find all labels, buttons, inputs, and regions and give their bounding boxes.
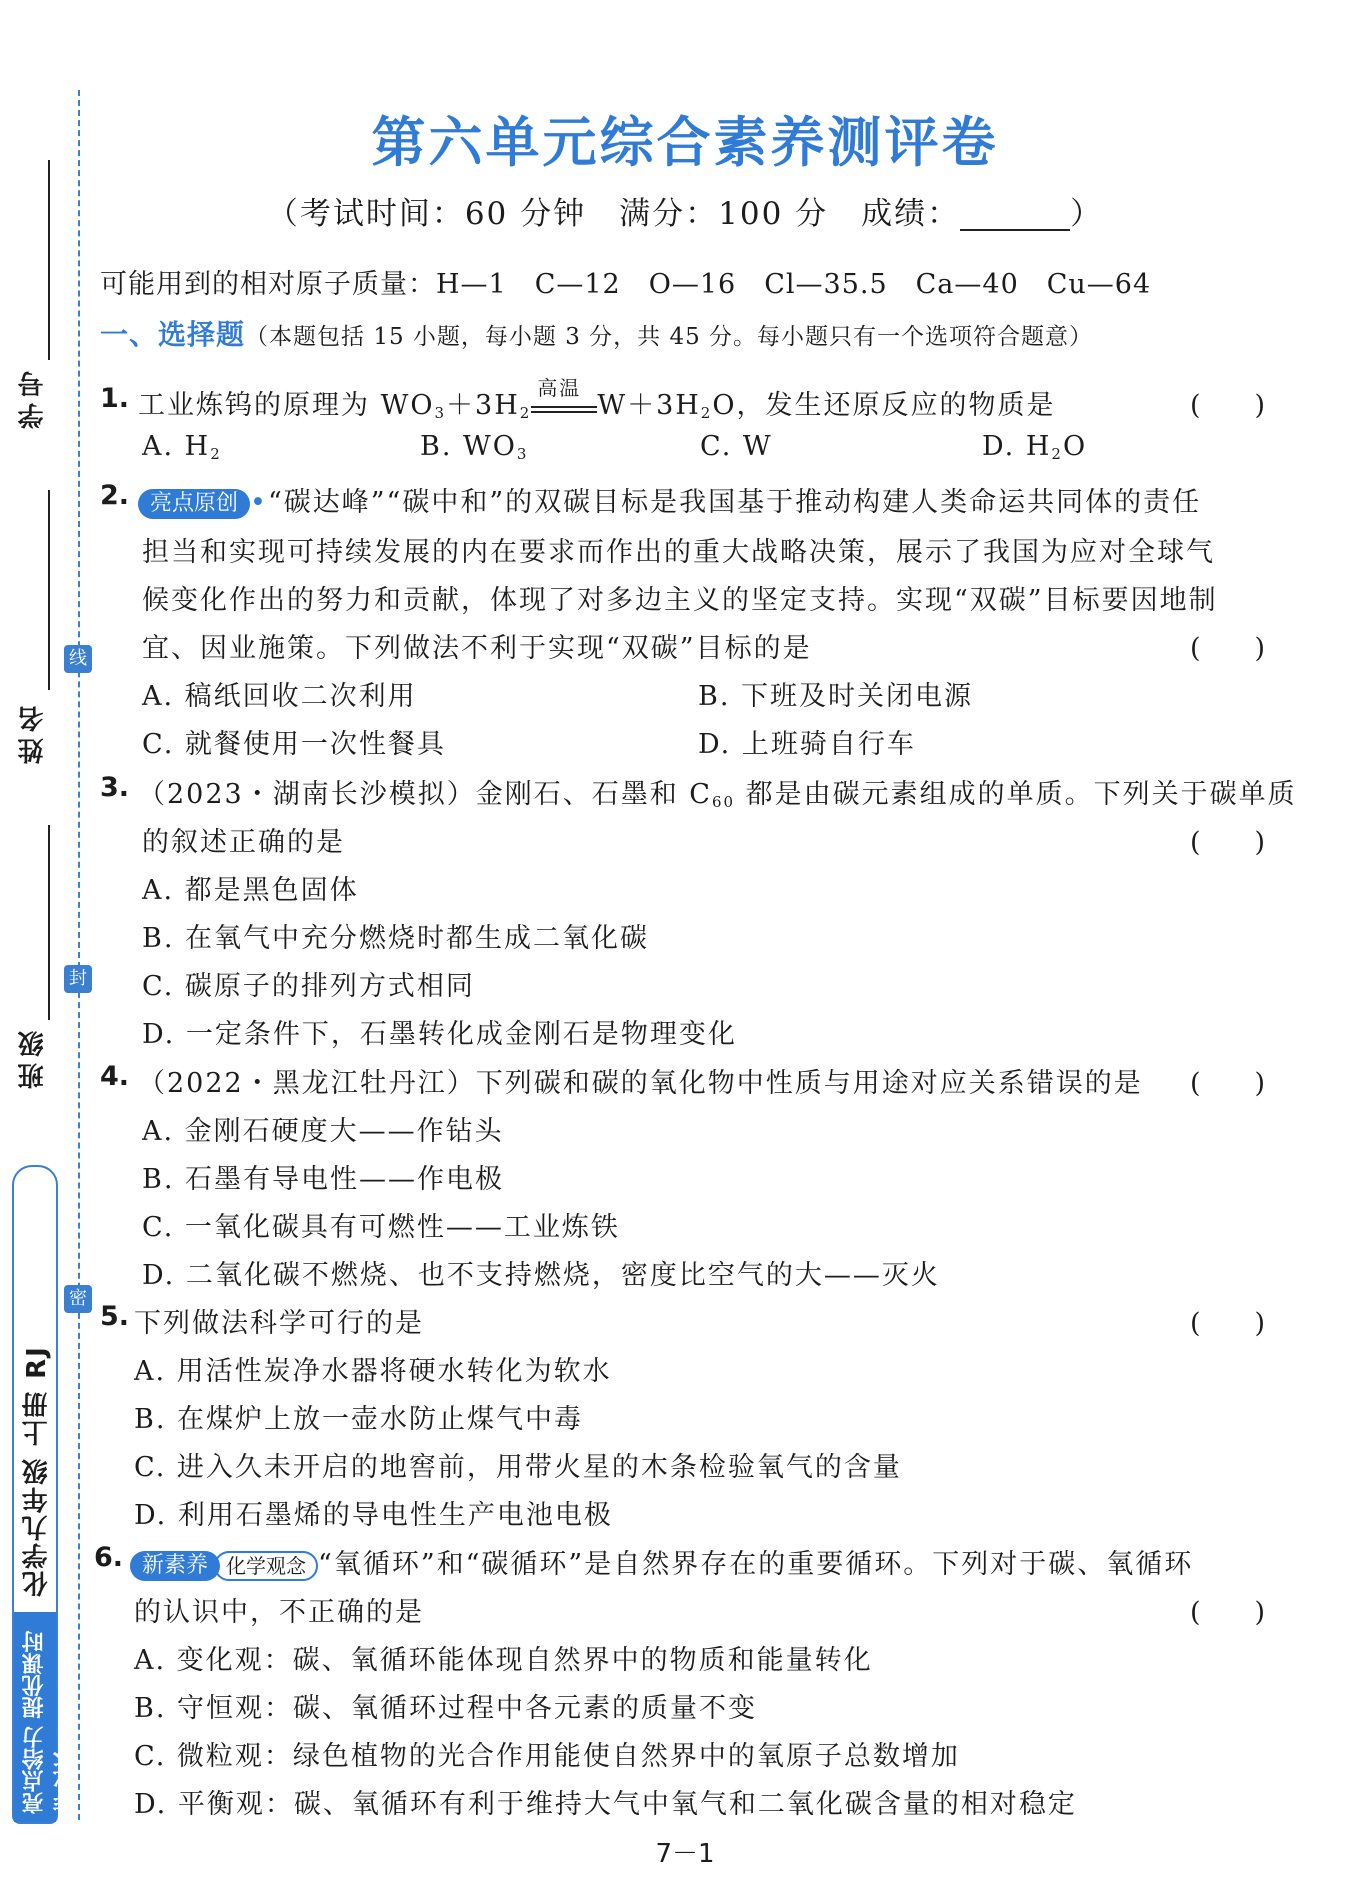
- book-info-tab: [12, 1165, 78, 1824]
- exam-info: [100, 188, 1270, 233]
- question-number: 3.: [100, 772, 130, 803]
- option-text: O: [1062, 431, 1088, 462]
- option-text: B. WO: [420, 431, 517, 462]
- name-blank[interactable]: [48, 490, 50, 690]
- question-stem: 亮点原创 •“碳达峰”“碳中和”的双碳目标是我国基于推动构建人类命运共同体的责任: [138, 480, 1201, 519]
- option-text: D. H: [982, 431, 1052, 462]
- chemistry-concept-badge: 化学观念: [214, 1551, 318, 1581]
- original-badge: 亮点原创: [138, 489, 250, 519]
- option-c[interactable]: C. 微粒观：绿色植物的光合作用能使自然界中的氧原子总数增加: [134, 1741, 960, 1772]
- question-stem: [138, 376, 1056, 422]
- student-id-blank[interactable]: [48, 160, 50, 360]
- student-id-label: 学号: [18, 365, 48, 429]
- page-number: 7－1: [655, 1839, 715, 1869]
- cut-mark-secret: 密: [64, 1285, 92, 1313]
- new-literacy-badge: 新素养: [130, 1551, 220, 1581]
- reaction-arrow: [531, 376, 597, 413]
- subscript: 2: [1051, 445, 1063, 463]
- option-a[interactable]: A. 都是黑色固体: [142, 875, 359, 906]
- answer-blank[interactable]: ( ): [1190, 633, 1266, 664]
- option-c[interactable]: C. 一氧化碳具有可燃性——工业炼铁: [142, 1212, 620, 1243]
- brand-block: [14, 1612, 78, 1822]
- exam-info-text: （考试时间：60 分钟 满分：100 分 成绩：: [266, 196, 961, 232]
- stem-line: “碳达峰”“碳中和”的双碳目标是我国基于推动构建人类命运共同体的责任: [267, 487, 1202, 518]
- stem-line: 的认识中，不正确的是: [134, 1597, 424, 1628]
- option-d[interactable]: D. 上班骑自行车: [698, 729, 916, 760]
- option-b[interactable]: B. 下班及时关闭电源: [698, 681, 974, 712]
- option-d[interactable]: D. 利用石墨烯的导电性生产电池电极: [134, 1500, 613, 1531]
- page-title: 第六单元综合素养测评卷: [371, 111, 999, 174]
- book-title: 化学九年级 上册 RJ: [22, 1345, 52, 1597]
- answer-blank[interactable]: ( ): [1190, 390, 1266, 421]
- stem-line: 候变化作出的努力和贡献，体现了对多边主义的坚定支持。实现“双碳”目标要因地制: [142, 585, 1218, 616]
- question-stem: [130, 1542, 1193, 1581]
- option-b[interactable]: [420, 431, 528, 463]
- stem-line: “氧循环”和“碳循环”是自然界存在的重要循环。下列对于碳、氧循环: [318, 1549, 1194, 1580]
- question-stem: [138, 772, 1297, 811]
- subscript: 2: [210, 445, 222, 463]
- stem-part: W＋3H: [597, 390, 701, 421]
- binding-margin: [0, 0, 95, 1896]
- option-a[interactable]: A. 金刚石硬度大——作钻头: [142, 1116, 504, 1147]
- cut-line: [78, 90, 80, 1820]
- option-c[interactable]: C. W: [700, 431, 773, 462]
- answer-blank[interactable]: ( ): [1190, 1597, 1266, 1628]
- exam-info-close: ）: [1070, 196, 1104, 232]
- answer-blank[interactable]: ( ): [1190, 827, 1266, 858]
- subscript: 60: [711, 793, 736, 811]
- atomic-masses: 可能用到的相对原子质量：H—1 C—12 O—16 Cl—35.5 Ca—40 Cu—64: [100, 269, 1152, 300]
- score-blank[interactable]: [960, 201, 1070, 231]
- option-a[interactable]: A. 用活性炭净水器将硬水转化为软水: [134, 1356, 612, 1387]
- stem-line: 担当和实现可持续发展的内在要求而作出的重大战略决策，展示了我国为应对全球气: [142, 537, 1215, 568]
- cut-mark-line: 线: [64, 645, 92, 673]
- subscript: 2: [700, 404, 713, 422]
- stem-line: 的叙述正确的是: [142, 827, 345, 858]
- question-number: 5.: [100, 1301, 130, 1332]
- class-label: 班级: [18, 1025, 48, 1089]
- option-a[interactable]: A. 稿纸回收二次利用: [142, 681, 417, 712]
- stem-part: 工业炼钨的原理为 WO: [138, 390, 435, 421]
- option-a[interactable]: [142, 431, 222, 463]
- question-number: 6.: [94, 1542, 124, 1573]
- question-number: 4.: [100, 1061, 130, 1092]
- stem-line: 宜、因业施策。下列做法不利于实现“双碳”目标的是: [142, 633, 812, 664]
- reaction-condition: 高温: [537, 376, 582, 400]
- stem-part: （2023・湖南长沙模拟）金刚石、石墨和 C: [138, 779, 712, 810]
- option-d[interactable]: D. 一定条件下，石墨转化成金刚石是物理变化: [142, 1019, 737, 1050]
- option-b[interactable]: B. 在煤炉上放一壶水防止煤气中毒: [134, 1404, 584, 1435]
- class-blank[interactable]: [48, 825, 50, 1020]
- option-b[interactable]: B. 守恒观：碳、氧循环过程中各元素的质量不变: [134, 1693, 758, 1724]
- stem-part: ＋3H: [446, 390, 520, 421]
- subscript: 3: [434, 404, 447, 422]
- question-number: 2.: [100, 480, 130, 511]
- subscript: 2: [519, 404, 532, 422]
- section-title: 一、选择题: [100, 318, 246, 351]
- answer-blank[interactable]: ( ): [1190, 1068, 1266, 1099]
- option-b[interactable]: B. 在氧气中充分燃烧时都生成二氧化碳: [142, 923, 650, 954]
- section-heading: [100, 313, 1093, 353]
- section-note: （本题包括 15 小题，每小题 3 分，共 45 分。每小题只有一个选项符合题意）: [245, 324, 1094, 350]
- option-c[interactable]: C. 进入久未开启的地窖前，用带火星的木条检验氧气的含量: [134, 1452, 902, 1483]
- option-c[interactable]: C. 就餐使用一次性餐具: [142, 729, 446, 760]
- option-c[interactable]: C. 碳原子的排列方式相同: [142, 971, 475, 1002]
- option-d[interactable]: [982, 431, 1087, 463]
- name-label: 姓名: [18, 700, 48, 764]
- option-b[interactable]: B. 石墨有导电性——作电极: [142, 1164, 505, 1195]
- cut-mark-seal: 封: [64, 965, 92, 993]
- option-d[interactable]: D. 平衡观：碳、氧循环有利于维持大气中氧气和二氧化碳含量的相对稳定: [134, 1789, 1077, 1820]
- question-stem: 下列做法科学可行的是: [134, 1308, 424, 1339]
- question-number: 1.: [100, 383, 130, 414]
- stem-part: O，发生还原反应的物质是: [712, 390, 1056, 421]
- question-stem: （2022・黑龙江牡丹江）下列碳和碳的氧化物中性质与用途对应关系错误的是: [138, 1068, 1143, 1099]
- option-d[interactable]: D. 二氧化碳不燃烧、也不支持燃烧，密度比空气的大——灭火: [142, 1260, 940, 1291]
- brand-name: 亮点给力 提优课时作业本: [22, 1630, 78, 1814]
- subscript: 3: [516, 445, 529, 463]
- answer-blank[interactable]: ( ): [1190, 1308, 1266, 1339]
- option-text: A. H: [142, 431, 211, 462]
- stem-part: 都是由碳元素组成的单质。下列关于碳单质: [735, 779, 1297, 810]
- option-a[interactable]: A. 变化观：碳、氧循环能体现自然界中的物质和能量转化: [134, 1645, 873, 1676]
